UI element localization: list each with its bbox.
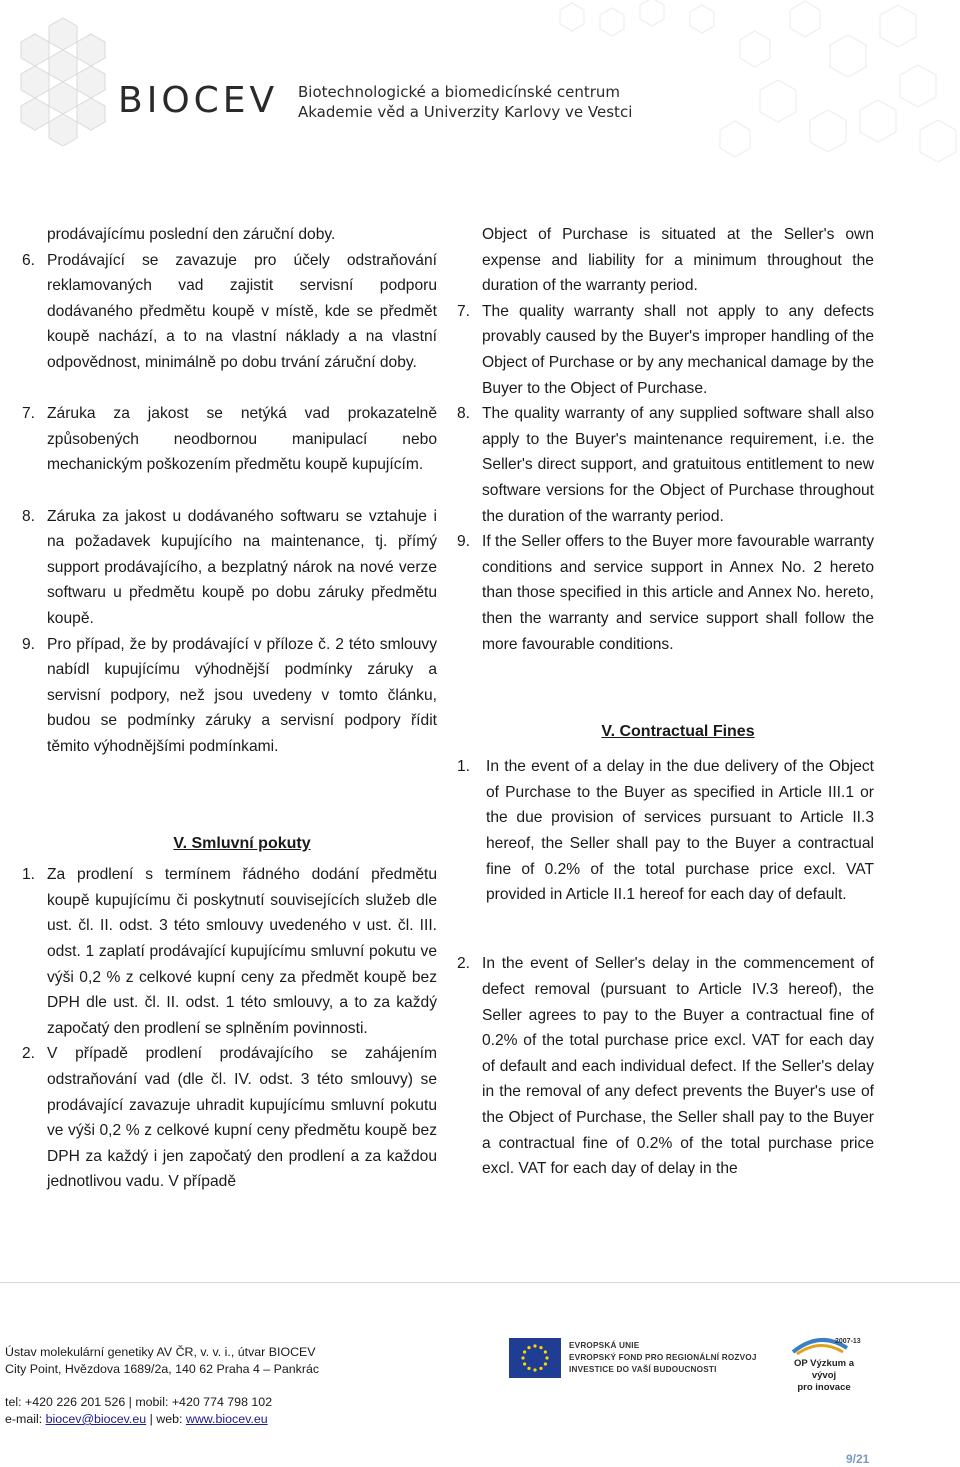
footer-phone: tel: +420 226 201 526 | mobil: +420 774 798 102 <box>5 1395 273 1409</box>
eu-flag-icon <box>509 1338 561 1378</box>
footer-org: Ústav molekulární genetiky AV ČR, v. v. i., útvar BIOCEV <box>5 1345 316 1359</box>
list-text: The quality warranty shall not apply to any defects provably caused by the Buyer's improper handling of the Object of Purchase or by any mechanical damage by the Buyer to the Object of Purchase. <box>482 302 874 397</box>
fine-item-2 <box>457 951 874 1181</box>
list-item-6 <box>22 248 437 376</box>
op-line1: OP Výzkum a vývoj <box>793 1358 855 1381</box>
czech-column <box>22 222 437 1195</box>
list-number: 6. <box>22 251 36 269</box>
page-number: 9/21 <box>846 1452 870 1466</box>
list-text: In the event of a delay in the due delivery of the Object of Purchase to the Buyer as specified in Article III.1 or the due provision of services pursuant to Article II.3 hereof, the Seller shall pay to the Buyer a contractual fine of 0.2% of the total purchase price excl. VAT provided in Article II.1 hereof for each day of default. <box>486 758 874 904</box>
brand-subtitle <box>298 82 632 122</box>
section-title: V. Contractual Fines <box>601 722 755 740</box>
list-number: 8. <box>22 507 36 525</box>
op-text <box>782 1358 866 1394</box>
section-title: V. Smluvní pokuty <box>173 834 311 852</box>
fine-item-2 <box>22 1041 437 1195</box>
list-number: 9. <box>22 635 36 653</box>
list-item-7 <box>457 299 874 401</box>
list-number: 7. <box>22 405 36 423</box>
list-text: Prodávající se zavazuje pro účely odstraňování reklamovaných vad zajistit servisní podporu dodávaného předmětu koupě v místě, kde se předmět koupě nachází, a to na vlastní náklady a na vlastní odpovědnost, minimálně po dobu trvání záruční doby. <box>47 251 437 371</box>
list-number: 1. <box>22 866 36 884</box>
eu-fund-text <box>569 1340 757 1376</box>
email-label: e-mail: <box>5 1412 46 1426</box>
list-number: 7. <box>457 302 471 320</box>
list-item-9 <box>457 529 874 657</box>
list-item-8 <box>22 504 437 632</box>
paragraph-continuation: prodávajícímu poslední den záruční doby. <box>47 226 336 243</box>
web-link[interactable]: www.biocev.eu <box>185 1412 268 1426</box>
list-number: 8. <box>457 405 471 423</box>
list-text: The quality warranty of any supplied software shall also apply to the Buyer's maintenance requirement, i.e. the Seller's direct support, and gratuitous entitlement to new software versions for the Object of Purchase throughout the duration of the warranty period. <box>482 405 874 525</box>
brand-name: BIOCEV <box>118 80 279 121</box>
english-column <box>457 222 874 1182</box>
footer-address: City Point, Hvězdova 1689/2a, 140 62 Praha 4 – Pankrác <box>5 1362 320 1376</box>
op-line2: pro inovace <box>797 1382 851 1393</box>
biocev-logo-icon <box>14 16 112 146</box>
list-number: 9. <box>457 533 471 551</box>
brand-subtitle-line2: Akademie věd a Univerzity Karlovy ve Vestci <box>298 103 633 121</box>
eu-line2: EVROPSKÝ FOND PRO REGIONÁLNÍ ROZVOJ <box>569 1353 757 1362</box>
list-text: V případě prodlení prodávajícího se zahájením odstraňování vad (dle čl. IV. odst. 3 této smlouvy) se prodávající zavazuje uhradit kupujícímu smluvní pokutu ve výši 0,2 % z celkové kupní ceny předmětu koupě bez DPH za každý i jen započatý den prodlení a za každou jednotlivou vadu. V případě <box>47 1045 437 1191</box>
list-text: Za prodlení s termínem řádného dodání předmětu koupě kupujícímu či poskytnutí souvisejících služeb dle ust. čl. II. odst. 3 této smlouvy uvedeného v ust. čl. III. odst. 1 zaplatí prodávající kupujícímu smluvní pokutu ve výši 0,2 % z celkové kupní ceny za předmět koupě bez DPH dle ust. čl. II. odst. 1 této smlouvy, a to za každý započatý den prodlení se splněním povinnosti. <box>47 866 437 1037</box>
brand-subtitle-line1: Biotechnologické a biomedicínské centrum <box>298 83 621 101</box>
eu-line1: EVROPSKÁ UNIE <box>569 1341 640 1350</box>
footer-contact <box>5 1411 268 1427</box>
list-item-8 <box>457 401 874 529</box>
list-text: In the event of Seller's delay in the commencement of defect removal (pursuant to Article IV.3 hereof), the Seller agrees to pay to the Buyer a contractual fine of 0.2% of the total purchase price excl. VAT for each day of default and each individual defect. If the Seller's delay in the removal of any defect prevents the Buyer's use of the Object of Purchase, the Seller shall pay to the Buyer a contractual fine of 0.2% of the total purchase price excl. VAT for each day of delay in the <box>482 955 874 1178</box>
footer-divider <box>0 1282 960 1283</box>
list-item-7 <box>22 401 437 478</box>
list-text: Záruka za jakost u dodávaného softwaru se vztahuje i na požadavek kupujícího na maintenance, tj. přímý support prodávajícího, a bezplatný nárok na nové verze softwaru u předmětu koupě po dobu záruky předmětu koupě. <box>47 507 437 627</box>
list-number: 2. <box>22 1045 36 1063</box>
fine-item-1 <box>457 754 874 908</box>
list-text: Záruka za jakost se netýká vad prokazatelně způsobených neodbornou manipulací nebo mechanickým poškozením předmětu koupě kupujícím. <box>47 405 437 474</box>
list-number: 2. <box>457 955 471 973</box>
op-years: 2007-13 <box>835 1338 861 1345</box>
web-label: | web: <box>146 1412 186 1426</box>
list-number: 1. <box>457 758 471 776</box>
list-text: Pro případ, že by prodávající v příloze č. 2 této smlouvy nabídl kupujícímu výhodnější podmínky záruky a servisní podpory, než jsou uvedeny v tomto článku, budou se podmínky záruky a servisní podpory řídit těmito výhodnějšími podmínkami. <box>47 635 437 755</box>
list-text: If the Seller offers to the Buyer more favourable warranty conditions and service support in Annex No. 2 hereto than those specified in this article and Annex No. hereto, then the warranty and service support shall follow the more favourable conditions. <box>482 533 874 653</box>
paragraph-continuation: Object of Purchase is situated at the Seller's own expense and liability for a minimum throughout the duration of the warranty period. <box>482 226 874 295</box>
fine-item-1 <box>22 862 437 1041</box>
eu-line3: INVESTICE DO VAŠÍ BUDOUCNOSTI <box>569 1365 717 1374</box>
page-header <box>0 0 960 170</box>
list-item-9 <box>22 632 437 760</box>
email-link[interactable]: biocev@biocev.eu <box>45 1412 147 1426</box>
